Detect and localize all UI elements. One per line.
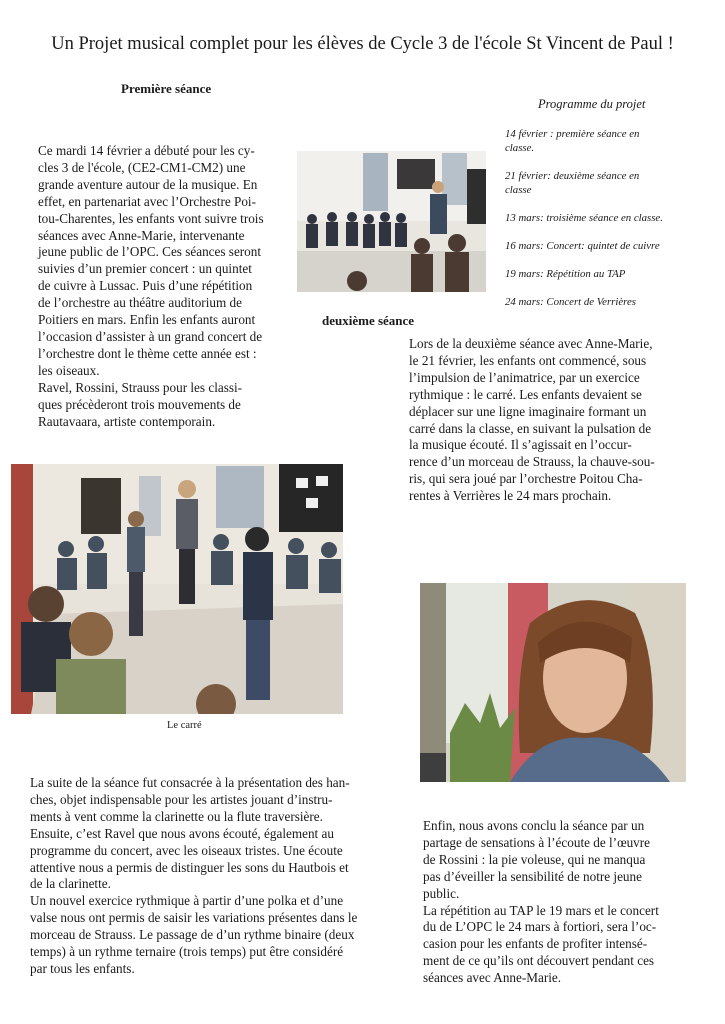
seance1-text: Ce mardi 14 février a débuté pour les cy- cles 3 de l'école, (CE2-CM1-CM2) une grande aventure autour de la musique. En effet, en partenariat avec l’Orchestre Poi- tou-Charentes, les enfants vont suivre trois séances avec Anne-Marie, intervenante jeune public de l’OPC. Ces séances seront suivies d’un premier concert : un quintet de cuivre à Lussac. Puis d’une répétition de l’orchestre au théâtre auditorium de Poitiers en mars. Enfin les enfants auront l’occasion d’assister à un grand concert de l’orchestre dont le thème cette année est : les oiseaux. Ravel, Rossini, Strauss pour les classi- ques précèderont trois mouvements de Rautavaara, artiste contemporain.: [38, 143, 264, 429]
seance1-heading: Première séance: [121, 81, 212, 96]
seance2-heading: deuxième séance: [322, 313, 415, 328]
page-title: Un Projet musical complet pour les élèves de Cycle 3 de l'école St Vincent de Paul !: [51, 34, 674, 54]
seance2-text: Lors de la deuxième séance avec Anne-Marie, le 21 février, les enfants ont commencé, sous l’impulsion de l’animatrice, par un exercice rythmique : le carré. Les enfants devaient se déplacer sur une ligne imaginaire formant un carré dans la classe, en suivant la pulsation de la musique écouté. Il s’agissait en l’occur- rence d’un morceau de Strauss, la chauve-sou- ris, qui sera joué par l’orchestre Poitou Cha- rentes à Verrières le 24 mars prochain.: [409, 336, 655, 504]
classroom-circle-photo: [297, 151, 486, 292]
programme-item: 16 mars: Concert: quintet de cuivre: [505, 240, 660, 252]
programme-item: 14 février : première séance en classe.: [505, 128, 640, 154]
photo-caption: Le carré: [167, 720, 202, 731]
programme-item: 13 mars: troisième séance en classe.: [505, 212, 663, 224]
suite-text: La suite de la séance fut consacrée à la présentation des han- ches, objet indispensable pour les artistes jouant d’instru- ments à vent comme la clarinette ou la flute traversière. Ensuite, c’est Ravel que nous avons écouté, également au programme du concert, avec les oiseaux tristes. Une écoute attentive nous a permis de distinguer les sons du Hautbois et de la clarinette. Un nouvel exercice rythmique à partir d’une polka et d’une valse nous ont permis de saisir les variations présentes dans le morceau de Strauss. Le passage de d’un rythme binaire (deux temps) à un rythme ternaire (trois temps) put être considéré par tous les enfants.: [30, 775, 358, 976]
le-carre-photo: [11, 464, 343, 714]
conclusion-text: Enfin, nous avons conclu la séance par un partage de sensations à l’écoute de l’œuvre de Rossini : la pie voleuse, qui ne manqua pas d’éveiller la sensibilité de notre jeune public. La répétition au TAP le 19 mars et le concert du de L’OPC le 24 mars à fortiori, sera l’oc- casion pour les enfants de profiter intensé- ment de ce qu’ils ont découvert pendant ces séances avec Anne-Marie.: [423, 818, 659, 986]
programme-item: 24 mars: Concert de Verrières: [505, 296, 636, 308]
programme-item: 19 mars: Répétition au TAP: [505, 268, 626, 280]
programme-title: Programme du projet: [538, 97, 646, 111]
girl-listening-photo: [420, 583, 686, 782]
programme-item: 21 février: deuxième séance en classe: [505, 170, 640, 196]
programme-list: [505, 127, 710, 309]
